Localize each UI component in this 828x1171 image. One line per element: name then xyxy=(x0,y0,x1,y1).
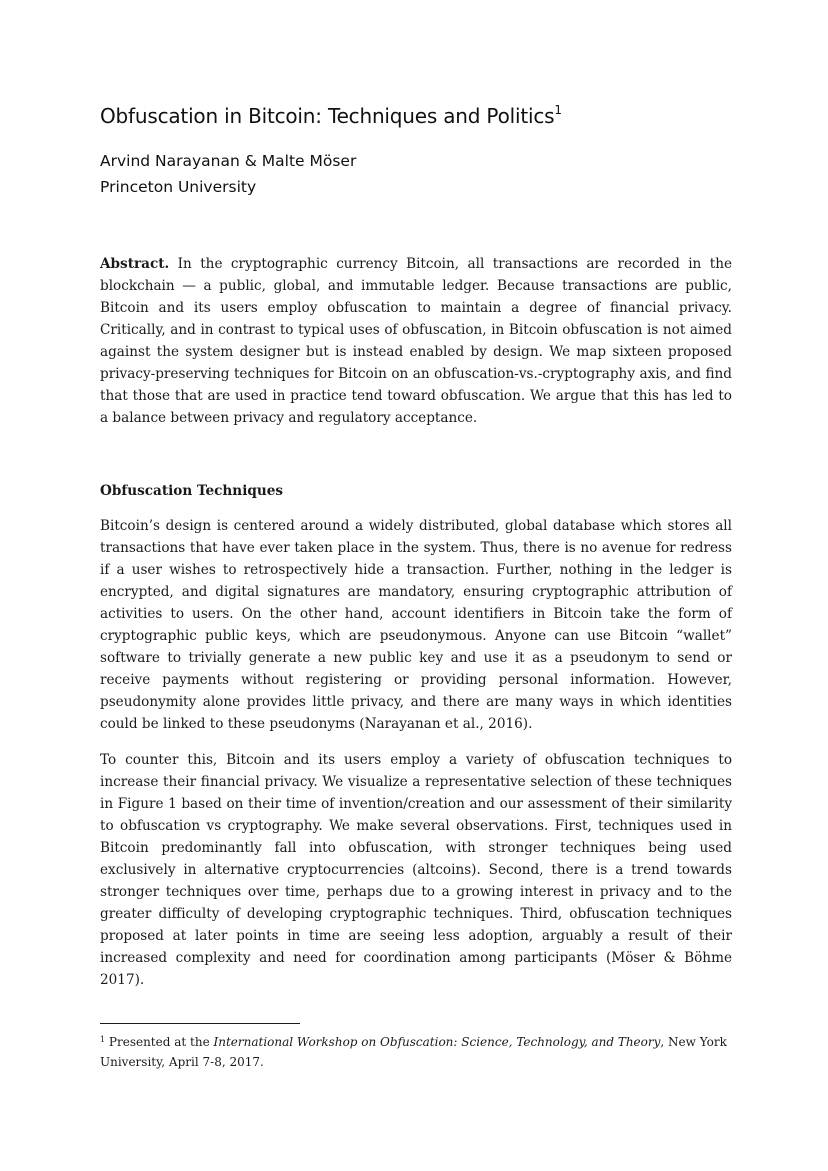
footnote-marker: 1 xyxy=(100,1035,106,1044)
author-block xyxy=(100,148,356,200)
body-paragraph-1: Bitcoin’s design is centered around a widely distributed, global database which stores all transactions that have ever taken place in the system. Thus, there is no avenue for redress if a user wishes to retrospectively hide a transaction. Further, nothing in the ledger is encrypted, and digital signatures are mandatory, ensuring cryptographic attribution of activities to users. On the other hand, account identifiers in Bitcoin take the form of cryptographic public keys, which are pseudonymous. Anyone can use Bitcoin “wallet” software to trivially generate a new public key and use it as a pseudonym to send or receive payments without registering or providing personal information. However, pseudonymity alone provides little privacy, and there are many ways in which identities could be linked to these pseudonyms (Narayanan et al., 2016). xyxy=(100,518,732,732)
abstract xyxy=(100,253,732,429)
title-footnote-marker: 1 xyxy=(554,103,562,117)
paper-title-text: Obfuscation in Bitcoin: Techniques and Politics xyxy=(100,104,555,128)
body-paragraph-2: To counter this, Bitcoin and its users employ a variety of obfuscation techniques to increase their financial privacy. We visualize a representative selection of these techniques in Figure 1 based on their time of invention/creation and our assessment of their similarity to obfuscation vs cryptography. We make several observations. First, techniques used in Bitcoin predominantly fall into obfuscation, with stronger techniques being used exclusively in alternative cryptocurrencies (altcoins). Second, there is a trend towards stronger techniques over time, perhaps due to a growing interest in privacy and to the greater difficulty of developing cryptographic techniques. Third, obfuscation techniques proposed at later points in time are seeing less adoption, arguably a result of their increased complexity and need for coordination among participants (Möser & Böhme 2017). xyxy=(100,752,732,988)
abstract-text: In the cryptographic currency Bitcoin, all transactions are recorded in the blockchain — a public, global, and immutable ledger. Because transactions are public, Bitcoin and its users employ obfuscation to maintain a degree of financial privacy. Critically, and in contrast to typical uses of obfuscation, in Bitcoin obfuscation is not aimed against the system designer but is instead enabled by design. We map sixteen proposed privacy-preserving techniques for Bitcoin on an obfuscation-vs.-cryptography axis, and find that those that are used in practice tend toward obfuscation. We argue that this has led to a balance between privacy and regulatory acceptance. xyxy=(100,256,732,426)
footnote-prefix: Presented at the xyxy=(105,1035,214,1049)
author-affiliation: Princeton University xyxy=(100,178,257,196)
footnote-venue: International Workshop on Obfuscation: Science, Technology, and Theory xyxy=(213,1035,661,1049)
paper-title xyxy=(100,101,562,131)
footnote-divider xyxy=(100,1023,300,1024)
abstract-label: Abstract. xyxy=(100,256,170,272)
section-heading: Obfuscation Techniques xyxy=(100,483,284,499)
footnote-suffix: , New York University, April 7-8, 2017. xyxy=(100,1035,727,1069)
author-names: Arvind Narayanan & Malte Möser xyxy=(100,152,357,170)
paper-page xyxy=(100,0,732,1171)
footnote xyxy=(100,1032,732,1072)
